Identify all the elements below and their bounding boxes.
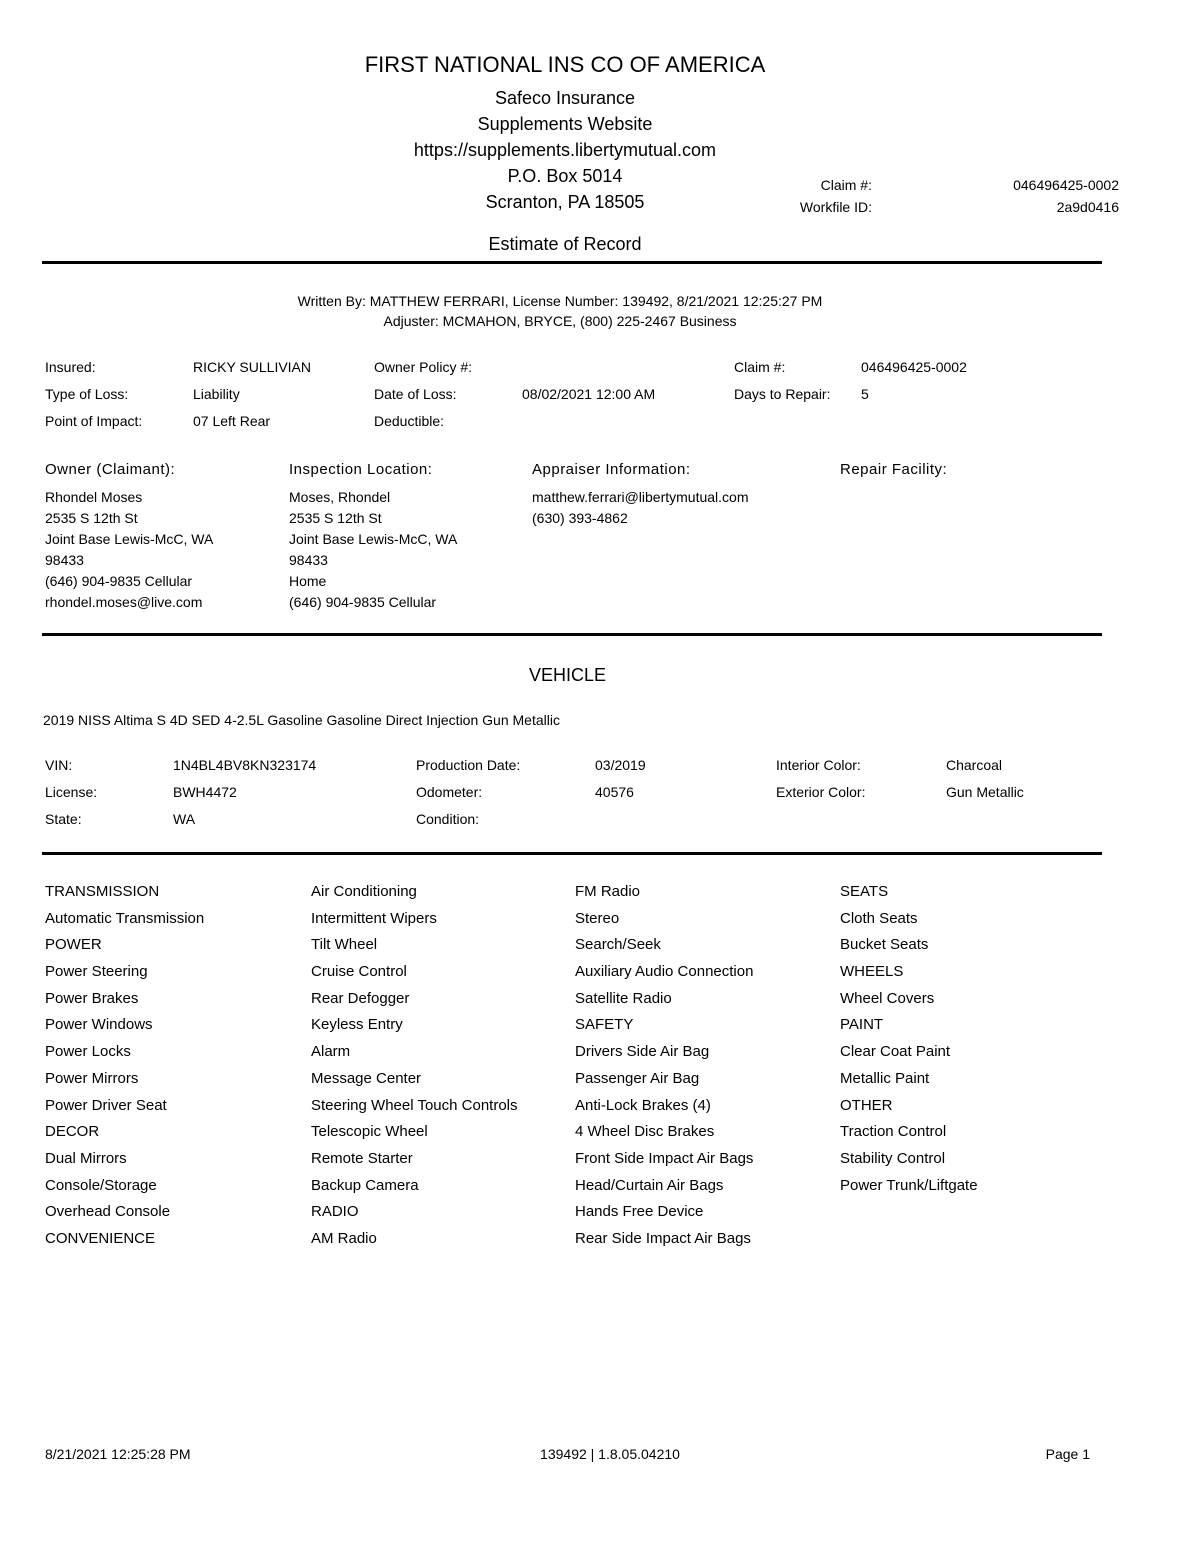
claim-value: 046496425-0002 [861,359,967,375]
interior-color-value: Charcoal [946,757,1003,773]
type-of-loss-label: Type of Loss: [45,386,129,402]
option-item: SEATS [840,883,889,900]
divider [42,852,1102,855]
option-item: Auxiliary Audio Connection [575,963,754,981]
days-to-repair-label: Days to Repair: [734,386,831,402]
date-of-loss-value: 08/02/2021 12:00 AM [522,386,656,402]
option-item: Air Conditioning [311,883,417,900]
deductible-label: Deductible: [374,413,445,429]
adjuster: Adjuster: MCMAHON, BRYCE, (800) 225-2467 Business [383,313,737,329]
option-item: Alarm [311,1043,351,1061]
option-item: Power Trunk/Liftgate [840,1176,978,1194]
insured-value: RICKY SULLIVIAN [193,359,312,375]
inspection-zip: 98433 [289,552,328,568]
company-name: FIRST NATIONAL INS CO OF AMERICA [364,52,766,77]
option-item: Traction Control [840,1123,947,1141]
interior-color-label: Interior Color: [776,757,861,773]
option-item: FM Radio [575,883,641,900]
option-item: Metallic Paint [840,1069,930,1087]
sub-line-1: Safeco Insurance [494,88,636,108]
insured-label: Insured: [45,359,96,375]
option-item: Telescopic Wheel [311,1123,428,1141]
document-title: Estimate of Record [488,234,642,254]
sub-line-2: Supplements Website [477,114,653,134]
inspection-city: Joint Base Lewis-McC, WA [289,531,458,547]
option-item: OTHER [840,1096,893,1114]
owner-street: 2535 S 12th St [45,510,138,526]
option-item: Power Windows [45,1016,153,1034]
vehicle-heading: VEHICLE [528,665,607,685]
option-item: Stability Control [840,1149,946,1167]
options-column-4 [840,882,978,1202]
appraiser-block [532,487,749,529]
license-value: BWH4472 [173,784,237,800]
owner-title: Owner (Claimant): [45,461,176,478]
owner-policy-label: Owner Policy #: [374,359,473,375]
type-of-loss-value: Liability [193,386,240,402]
header-claim-value: 046496425-0002 [1013,177,1119,193]
option-item: Remote Starter [311,1149,413,1167]
written-by: Written By: MATTHEW FERRARI, License Number: 139492, 8/21/2021 12:25:27 PM [297,293,823,309]
city-state: Scranton, PA 18505 [485,192,645,212]
option-item: Console/Storage [45,1176,157,1194]
appraiser-phone: (630) 393-4862 [532,510,628,526]
option-item: Rear Defogger [311,989,410,1007]
state-value: WA [173,811,196,827]
option-item: Overhead Console [45,1203,171,1221]
owner-city: Joint Base Lewis-McC, WA [45,531,214,547]
inspection-title: Inspection Location: [289,461,433,478]
option-item: Wheel Covers [840,989,935,1007]
option-item: TRANSMISSION [45,883,160,900]
option-item: Message Center [311,1069,422,1087]
state-label: State: [45,811,82,827]
option-item: Tilt Wheel [311,936,378,954]
footer-timestamp: 8/21/2021 12:25:28 PM [45,1446,191,1462]
options-column-1 [45,882,204,1256]
option-item: 4 Wheel Disc Brakes [575,1123,715,1141]
owner-email[interactable]: rhondel.moses@live.com [45,594,203,610]
option-item: Power Locks [45,1043,131,1061]
point-of-impact-value: 07 Left Rear [193,413,271,429]
owner-phone: (646) 904-9835 Cellular [45,573,193,589]
production-date-label: Production Date: [416,757,521,773]
option-item: CONVENIENCE [45,1229,156,1247]
option-item: Intermittent Wipers [311,909,437,927]
option-item: Rear Side Impact Air Bags [575,1229,751,1247]
inspection-location-type: Home [289,573,327,589]
point-of-impact-label: Point of Impact: [45,413,143,429]
condition-label: Condition: [416,811,480,827]
option-item: Power Driver Seat [45,1096,167,1114]
option-item: Passenger Air Bag [575,1069,700,1087]
inspection-street: 2535 S 12th St [289,510,382,526]
owner-zip: 98433 [45,552,84,568]
footer-version: 139492 | 1.8.05.04210 [540,1446,680,1462]
website-link[interactable]: https://supplements.libertymutual.com [413,140,717,160]
odometer-label: Odometer: [416,784,483,800]
appraiser-email[interactable]: matthew.ferrari@libertymutual.com [532,489,749,505]
option-item: Cloth Seats [840,909,918,927]
repair-facility-title: Repair Facility: [840,461,948,478]
workfile-label: Workfile ID: [799,199,872,215]
days-to-repair-value: 5 [861,386,869,402]
option-item: Search/Seek [575,936,661,954]
page-number: Page 1 [1045,1446,1090,1462]
option-item: Cruise Control [311,963,407,981]
vehicle-description: 2019 NISS Altima S 4D SED 4-2.5L Gasoline Gasoline Direct Injection Gun Metallic [43,712,560,728]
option-item: Clear Coat Paint [840,1043,951,1061]
date-of-loss-label: Date of Loss: [374,386,457,402]
option-item: POWER [45,936,102,954]
option-item: Backup Camera [311,1176,419,1194]
owner-block [45,487,213,613]
option-item: Stereo [575,909,620,927]
production-date-value: 03/2019 [595,757,646,773]
claim-label: Claim #: [734,359,786,375]
vin-value: 1N4BL4BV8KN323174 [173,757,317,773]
appraiser-title: Appraiser Information: [532,461,691,478]
owner-name: Rhondel Moses [45,489,143,505]
option-item: Power Steering [45,963,148,981]
option-item: Bucket Seats [840,936,929,954]
option-item: Automatic Transmission [45,909,205,927]
option-item: Power Brakes [45,989,139,1007]
divider [42,633,1102,636]
vin-label: VIN: [45,757,73,773]
option-item: PAINT [840,1016,884,1034]
inspection-name: Moses, Rhondel [289,489,391,505]
inspection-phone: (646) 904-9835 Cellular [289,594,437,610]
option-item: DECOR [45,1123,100,1141]
license-label: License: [45,784,98,800]
option-item: SAFETY [575,1016,634,1034]
options-column-3 [575,882,753,1256]
header-claim-label: Claim #: [820,177,872,193]
options-column-2 [311,882,518,1256]
inspection-block [289,487,457,613]
option-item: Drivers Side Air Bag [575,1043,710,1061]
option-item: Anti-Lock Brakes (4) [575,1096,711,1114]
workfile-value: 2a9d0416 [1056,199,1119,215]
option-item: Hands Free Device [575,1203,704,1221]
option-item: RADIO [311,1203,359,1221]
option-item: Keyless Entry [311,1016,403,1034]
option-item: AM Radio [311,1229,377,1247]
divider [42,261,1102,264]
option-item: Head/Curtain Air Bags [575,1176,724,1194]
option-item: Satellite Radio [575,989,672,1007]
po-box: P.O. Box 5014 [507,166,623,186]
option-item: Steering Wheel Touch Controls [311,1096,518,1114]
exterior-color-label: Exterior Color: [776,784,866,800]
exterior-color-value: Gun Metallic [946,784,1024,800]
option-item: WHEELS [840,963,904,981]
option-item: Dual Mirrors [45,1149,127,1167]
odometer-value: 40576 [595,784,634,800]
option-item: Power Mirrors [45,1069,139,1087]
option-item: Front Side Impact Air Bags [575,1149,754,1167]
